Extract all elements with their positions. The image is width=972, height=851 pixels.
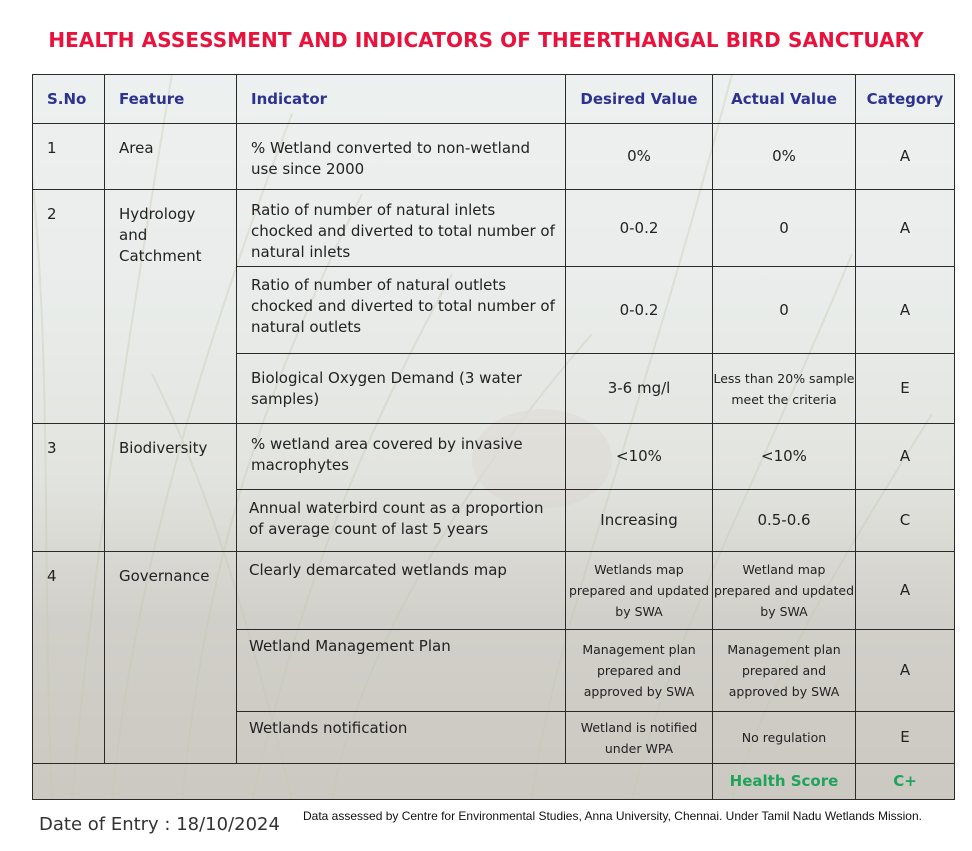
assessment-table-container <box>32 74 954 800</box>
empty-cell <box>33 764 713 800</box>
header-desired-value: Desired Value <box>566 75 713 124</box>
sno-cell: 1 <box>33 124 105 190</box>
actual-value-cell: 0 <box>713 190 856 267</box>
actual-value-cell: Management plan prepared and approved by SWA <box>713 630 856 712</box>
desired-value-cell: 0-0.2 <box>566 190 713 267</box>
indicator-cell: Biological Oxygen Demand (3 water samples) <box>237 354 566 424</box>
feature-cell: Area <box>105 124 237 190</box>
table-row <box>33 190 955 267</box>
table-row <box>33 124 955 190</box>
indicator-cell: Ratio of number of natural outlets chocked and diverted to total number of natural outlets <box>237 267 566 354</box>
category-cell: A <box>856 630 955 712</box>
indicator-cell: % wetland area covered by invasive macrophytes <box>237 424 566 490</box>
sno-cell: 3 <box>33 424 105 552</box>
date-of-entry: Date of Entry : 18/10/2024 <box>39 814 280 835</box>
header-indicator: Indicator <box>237 75 566 124</box>
header-category: Category <box>856 75 955 124</box>
feature-cell: Hydrology and Catchment <box>105 190 237 424</box>
health-score-row <box>33 764 955 800</box>
desired-value-cell: Management plan prepared and approved by SWA <box>566 630 713 712</box>
sno-cell: 4 <box>33 552 105 764</box>
category-cell: A <box>856 190 955 267</box>
desired-value-cell: 0-0.2 <box>566 267 713 354</box>
actual-value-cell: 0.5-0.6 <box>713 490 856 552</box>
header-feature: Feature <box>105 75 237 124</box>
header-sno: S.No <box>33 75 105 124</box>
table-row <box>33 552 955 630</box>
indicator-cell: Clearly demarcated wetlands map <box>237 552 566 630</box>
indicator-cell: Wetlands notification <box>237 712 566 764</box>
category-cell: A <box>856 267 955 354</box>
health-assessment-table <box>32 74 955 800</box>
category-cell: E <box>856 712 955 764</box>
feature-cell: Governance <box>105 552 237 764</box>
desired-value-cell: Increasing <box>566 490 713 552</box>
category-cell: E <box>856 354 955 424</box>
table-row <box>33 424 955 490</box>
indicator-cell: Annual waterbird count as a proportion of average count of last 5 years <box>237 490 566 552</box>
actual-value-cell: Less than 20% sample meet the criteria <box>713 354 856 424</box>
actual-value-cell: 0 <box>713 267 856 354</box>
sno-cell: 2 <box>33 190 105 424</box>
actual-value-cell: Wetland map prepared and updated by SWA <box>713 552 856 630</box>
actual-value-cell: No regulation <box>713 712 856 764</box>
desired-value-cell: 0% <box>566 124 713 190</box>
header-row <box>33 75 955 124</box>
indicator-cell: Wetland Management Plan <box>237 630 566 712</box>
desired-value-cell: 3-6 mg/l <box>566 354 713 424</box>
desired-value-cell: Wetland is notified under WPA <box>566 712 713 764</box>
page-title: HEALTH ASSESSMENT AND INDICATORS OF THEERTHANGAL BIRD SANCTUARY <box>48 28 924 52</box>
desired-value-cell: <10% <box>566 424 713 490</box>
category-cell: A <box>856 424 955 490</box>
category-cell: A <box>856 124 955 190</box>
category-cell: C <box>856 490 955 552</box>
feature-cell: Biodiversity <box>105 424 237 552</box>
actual-value-cell: 0% <box>713 124 856 190</box>
indicator-cell: Ratio of number of natural inlets chocked and diverted to total number of natural inlets <box>237 190 566 267</box>
actual-value-cell: <10% <box>713 424 856 490</box>
health-score-label: Health Score <box>713 764 856 800</box>
indicator-cell: % Wetland converted to non-wetland use since 2000 <box>237 124 566 190</box>
health-score-value: C+ <box>856 764 955 800</box>
header-actual-value: Actual Value <box>713 75 856 124</box>
data-credit: Data assessed by Centre for Environmental Studies, Anna University, Chennai. Under Tamil Nadu Wetlands Mission. <box>303 809 922 823</box>
desired-value-cell: Wetlands map prepared and updated by SWA <box>566 552 713 630</box>
category-cell: A <box>856 552 955 630</box>
